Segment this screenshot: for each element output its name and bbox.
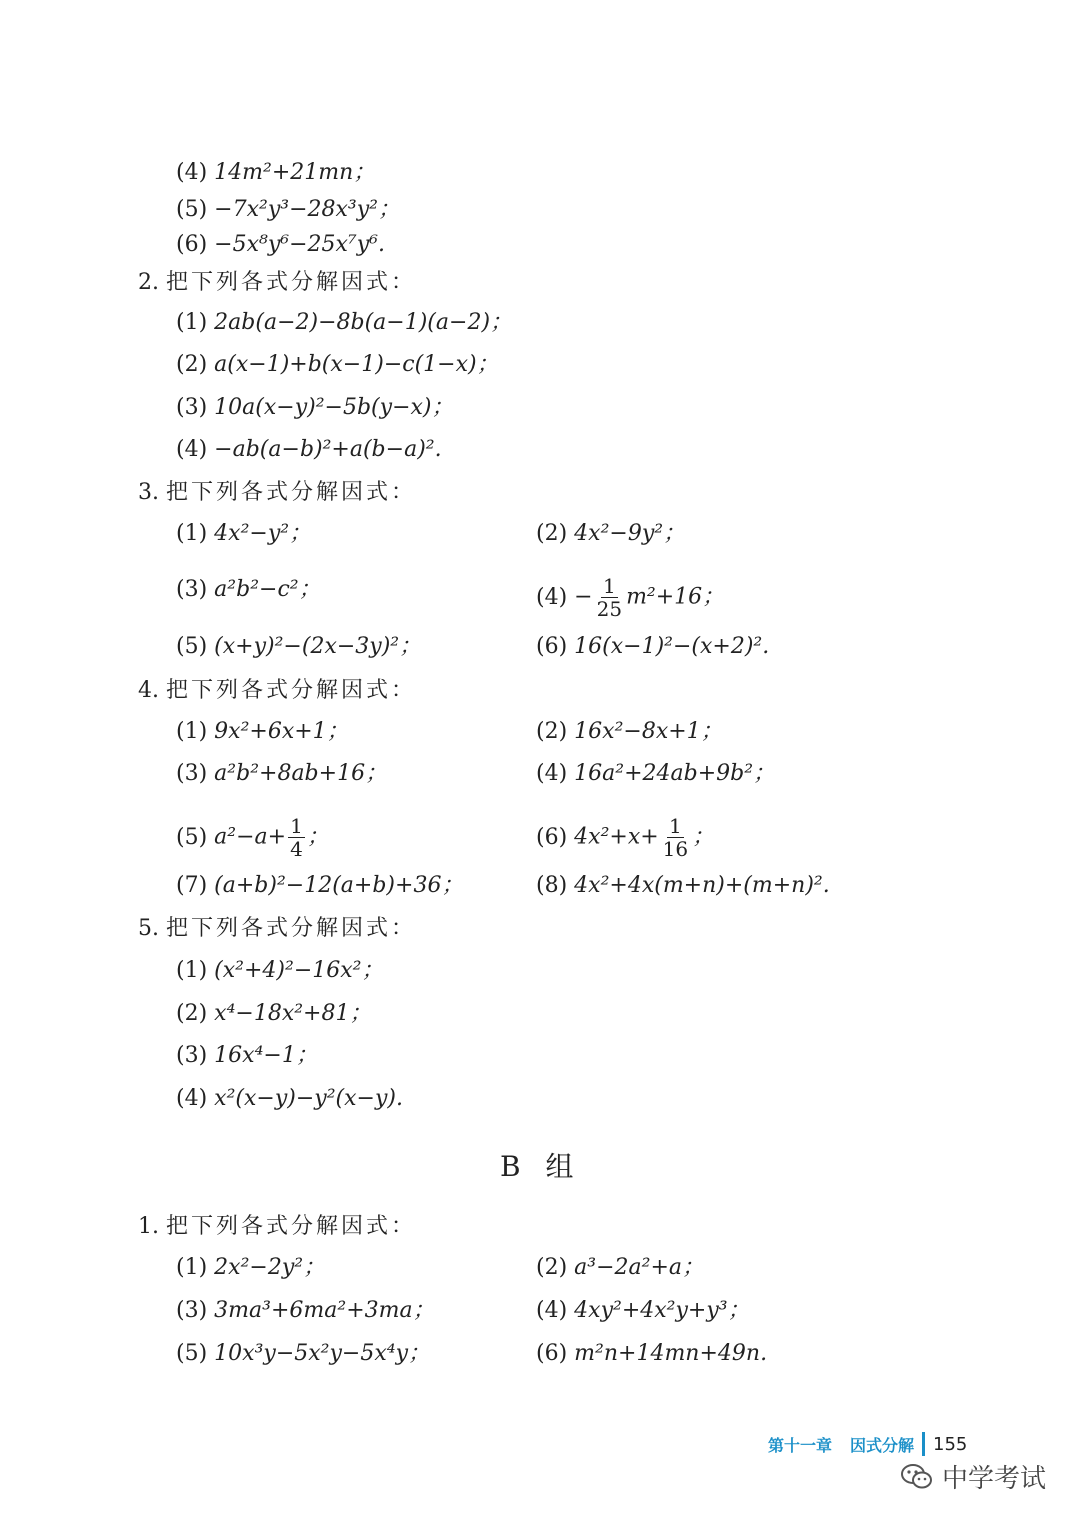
- item-expression: 2x²−2y²；: [214, 1255, 326, 1280]
- q3-item-5: [176, 632, 421, 662]
- item-label: (5): [176, 824, 208, 850]
- item-label: (1): [176, 719, 208, 744]
- item-expression-pre: 4x²+x+: [574, 824, 659, 850]
- item-expression: 2ab(a−2)−8b(a−1)(a−2)；: [214, 310, 513, 335]
- item-expression: 4x²+4x(m+n)+(m+n)².: [574, 873, 830, 898]
- item-expression: 3ma³+6ma²+3ma；: [214, 1298, 435, 1323]
- item-label: (6): [536, 824, 568, 850]
- item-label: (3): [176, 1298, 208, 1323]
- question-2-heading: [138, 268, 416, 298]
- item-label: (5): [176, 634, 208, 659]
- q4-item-6: [536, 815, 714, 860]
- item-label: (5): [176, 1341, 208, 1366]
- footer-divider: [922, 1432, 925, 1456]
- b-q1-item-4: [536, 1296, 750, 1326]
- q3-item-4: [536, 575, 724, 620]
- item-label: (8): [536, 873, 568, 898]
- fraction-numerator: 1: [290, 814, 303, 838]
- item-expression-pre: −: [574, 584, 593, 610]
- item-expression: (x+y)²−(2x−3y)²；: [214, 634, 422, 659]
- item-label: (4): [176, 160, 208, 185]
- item-expression: −5x⁸y⁶−25x⁷y⁶.: [214, 232, 385, 257]
- item-expression: (a+b)²−12(a+b)+36；: [214, 873, 464, 898]
- item-expression: 16x²−8x+1；: [574, 719, 723, 744]
- q3-item-2: [536, 519, 685, 549]
- item-expression: 16(x−1)²−(x+2)².: [574, 634, 770, 659]
- page-footer: [768, 1430, 967, 1458]
- q4-item-3: [176, 759, 387, 789]
- item-label: (2): [176, 352, 208, 377]
- item-expression: x²(x−y)−y²(x−y).: [214, 1086, 403, 1111]
- item-expression: 14m²+21mn；: [214, 160, 376, 185]
- item-label: (6): [536, 634, 568, 659]
- q4-item-7: [176, 871, 463, 901]
- item-label: (2): [536, 1255, 568, 1280]
- item-expression: a²b²−c²；: [214, 577, 321, 602]
- item-expression: 16x⁴−1；: [214, 1043, 318, 1068]
- fraction-denominator: 25: [596, 597, 623, 621]
- item-expression: a³−2a²+a；: [574, 1255, 705, 1280]
- q3-item-3: [176, 575, 321, 605]
- fraction-denominator: 16: [662, 837, 689, 861]
- b-q1-item-6: [536, 1339, 767, 1369]
- q5-item-2: [176, 999, 371, 1029]
- item-expression: 16a²+24ab+9b²；: [574, 761, 776, 786]
- item-label: (4): [536, 761, 568, 786]
- item-expression-post: m²+16；: [626, 584, 725, 610]
- item-expression: −ab(a−b)²+a(b−a)².: [214, 437, 442, 462]
- q2-item-3: [176, 393, 454, 423]
- item-label: (4): [536, 1298, 568, 1323]
- item-expression: 4x²−9y²；: [574, 521, 686, 546]
- watermark-text: 中学考试: [942, 1464, 1047, 1494]
- item-expression: 4xy²+4x²y+y³；: [574, 1298, 750, 1323]
- intro-item-4: [176, 158, 375, 188]
- q3-item-1: [176, 519, 311, 549]
- question-number: 3.: [138, 480, 159, 505]
- q4-item-8: [536, 871, 830, 901]
- item-expression: m²n+14mn+49n.: [574, 1341, 768, 1366]
- b-q1-item-1: [176, 1253, 325, 1283]
- question-4-heading: [138, 676, 416, 706]
- b-q1-item-3: [176, 1296, 435, 1326]
- item-expression: 10a(x−y)²−5b(y−x)；: [214, 395, 454, 420]
- item-label: (4): [176, 437, 208, 462]
- question-number: 4.: [138, 678, 159, 703]
- topic-label: 因式分解: [850, 1435, 915, 1455]
- q5-item-1: [176, 956, 383, 986]
- q2-item-2: [176, 350, 499, 380]
- group-b-question-1-heading: [138, 1212, 416, 1242]
- fraction: [288, 815, 305, 860]
- item-label: (1): [176, 521, 208, 546]
- item-label: (3): [176, 395, 208, 420]
- item-label: (3): [176, 1043, 208, 1068]
- question-prompt: 把下列各式分解因式：: [166, 480, 417, 505]
- item-expression: a²b²+8ab+16；: [214, 761, 388, 786]
- item-label: (2): [536, 719, 568, 744]
- q4-item-5: [176, 815, 329, 860]
- fraction-numerator: 1: [602, 574, 616, 598]
- fraction: [595, 575, 624, 620]
- q5-item-4: [176, 1084, 403, 1114]
- question-number: 1.: [138, 1214, 159, 1239]
- item-label: (2): [536, 521, 568, 546]
- item-expression: a(x−1)+b(x−1)−c(1−x)；: [214, 352, 499, 377]
- item-label: (2): [176, 1001, 208, 1026]
- item-expression-pre: a²−a+: [214, 824, 287, 850]
- item-label: (6): [176, 232, 208, 257]
- item-expression: (x²+4)²−16x²；: [214, 958, 384, 983]
- item-expression-post: ；: [692, 824, 715, 850]
- chapter-label: 第十一章: [768, 1435, 833, 1455]
- item-label: (1): [176, 958, 208, 983]
- b-q1-item-5: [176, 1339, 430, 1369]
- item-label: (5): [176, 197, 208, 222]
- question-number: 5.: [138, 916, 159, 941]
- intro-item-5: [176, 195, 400, 225]
- question-prompt: 把下列各式分解因式：: [166, 678, 417, 703]
- item-label: (1): [176, 310, 208, 335]
- item-expression: −7x²y³−28x³y²；: [214, 197, 400, 222]
- item-label: (6): [536, 1341, 568, 1366]
- item-expression: 4x²−y²；: [214, 521, 312, 546]
- question-prompt: 把下列各式分解因式：: [166, 916, 417, 941]
- q4-item-1: [176, 717, 349, 747]
- q3-item-6: [536, 632, 769, 662]
- fraction: [661, 815, 690, 860]
- question-5-heading: [138, 914, 416, 944]
- fraction-numerator: 1: [669, 814, 682, 838]
- q4-item-2: [536, 717, 723, 747]
- item-label: (4): [176, 1086, 208, 1111]
- item-label: (7): [176, 873, 208, 898]
- item-label: (3): [176, 761, 208, 786]
- page-number: 155: [933, 1433, 968, 1455]
- item-label: (1): [176, 1255, 208, 1280]
- item-label: (4): [536, 584, 568, 610]
- item-expression: 10x³y−5x²y−5x⁴y；: [214, 1341, 430, 1366]
- b-q1-item-2: [536, 1253, 704, 1283]
- question-prompt: 把下列各式分解因式：: [166, 1214, 417, 1239]
- wechat-icon: [900, 1462, 934, 1492]
- group-b-title: B 组: [500, 1150, 582, 1183]
- intro-item-6: [176, 230, 385, 260]
- question-number: 2.: [138, 270, 159, 295]
- item-expression-post: ；: [306, 824, 329, 850]
- item-expression: x⁴−18x²+81；: [214, 1001, 372, 1026]
- watermark: [900, 1458, 1046, 1495]
- fraction-denominator: 4: [290, 837, 303, 861]
- item-label: (3): [176, 577, 208, 602]
- item-expression: 9x²+6x+1；: [214, 719, 349, 744]
- question-prompt: 把下列各式分解因式：: [166, 270, 417, 295]
- q2-item-1: [176, 308, 512, 338]
- q2-item-4: [176, 435, 442, 465]
- question-3-heading: [138, 478, 416, 508]
- q5-item-3: [176, 1041, 318, 1071]
- q4-item-4: [536, 759, 775, 789]
